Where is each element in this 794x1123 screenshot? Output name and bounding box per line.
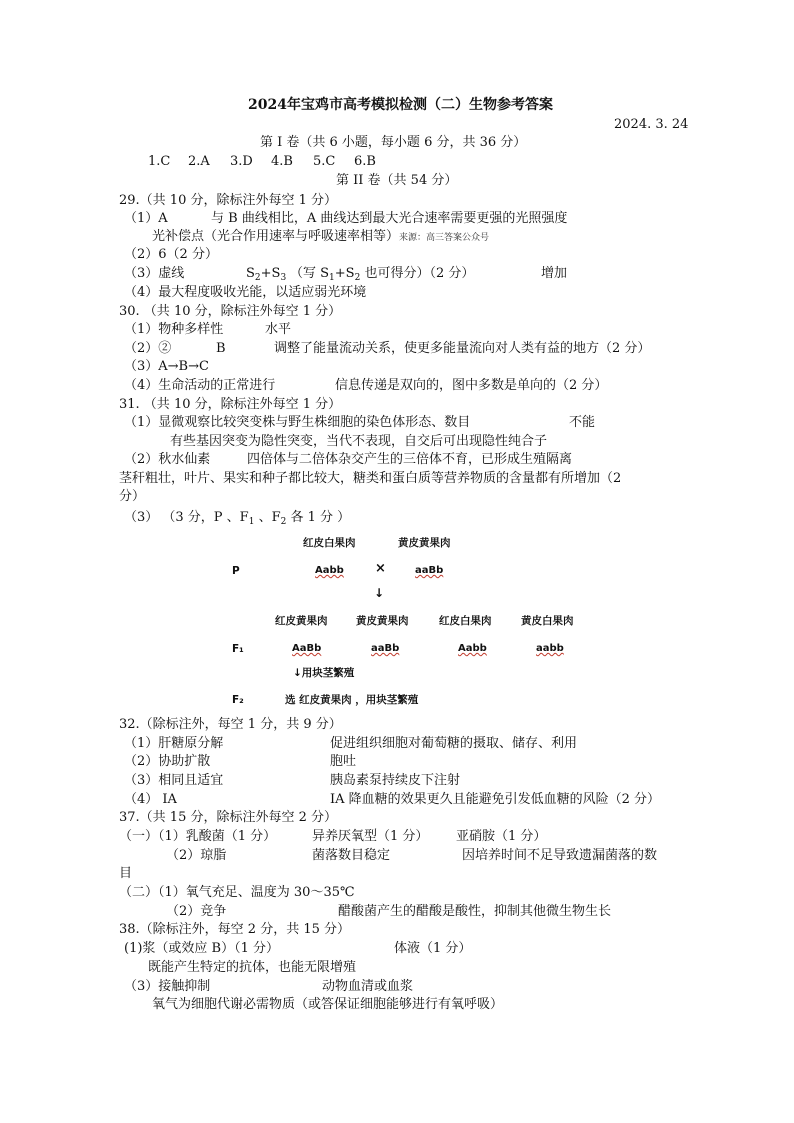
q29-3b <box>246 266 286 282</box>
q29-source-note: 来源：高三答案公众号 <box>399 233 490 243</box>
answer-5: 5.C <box>313 154 336 169</box>
page-title: 2024年宝鸡市高考模拟检测（二）生物参考答案 <box>248 97 553 113</box>
q37-2d: 目 <box>119 866 133 881</box>
f1-propagation-note: ↓用块茎繁殖 <box>293 667 355 679</box>
f2-selection: 选 红皮黄果肉 ，用块茎繁殖 <box>285 694 419 706</box>
q29-1b-answer: 光补偿点（光合作用速率与呼吸速率相等） <box>152 229 400 244</box>
answer-1: 1.C <box>148 154 171 169</box>
f1-genotype-3: Aabb <box>458 643 487 654</box>
answer-6: 6.B <box>354 154 376 169</box>
q30-header: 30. （共 10 分，除标注外每空 1 分） <box>119 304 342 319</box>
q29-3d: 增加 <box>541 266 568 281</box>
q32-1a: （1）肝糖原分解 <box>124 736 224 751</box>
q29-1b-text <box>152 229 489 246</box>
f1-phenotype-4: 黄皮白果肉 <box>521 615 574 627</box>
q32-2a: （2）协助扩散 <box>124 754 211 769</box>
f1-genotype-2: aaBb <box>371 643 400 654</box>
q29-3c-sub2: 2 <box>354 273 361 283</box>
q31-2c: 茎秆粗壮，叶片、果实和种子都比较大，糖类和蛋白质等营养物质的含量都有所增加（2 <box>119 471 622 486</box>
answer-2: 2.A <box>188 154 210 169</box>
answer-4: 4.B <box>271 154 293 169</box>
q30-3: （3）A→B→C <box>124 359 209 374</box>
q31-2a: （2）秋水仙素 <box>124 452 211 467</box>
f1-genotype-4: aabb <box>536 643 564 654</box>
q38-3a: （3）接触抑制 <box>124 979 211 994</box>
q32-1b: 促进组织细胞对葡萄糖的摄取、储存、利用 <box>330 736 578 751</box>
p-generation-label: P <box>232 565 240 577</box>
q32-2b: 胞吐 <box>330 754 357 769</box>
q38-3b: 动物血清或血浆 <box>322 979 414 994</box>
part2-heading: 第 II 卷（共 54 分） <box>336 173 458 188</box>
q30-2a: （2）② <box>124 341 172 356</box>
q29-1-num: （1）A <box>124 211 168 226</box>
p-genotype-1: Aabb <box>315 565 344 576</box>
q29-3c-post: 也可得分）（2 分） <box>360 266 475 281</box>
q37-2c: 因培养时间不足导致遗漏菌落的数 <box>462 848 658 863</box>
q30-4a: （4）生命活动的正常进行 <box>124 378 276 393</box>
p-phenotype-1: 红皮白果肉 <box>303 537 356 549</box>
q31-3-pre: （3） （3 分，P 、F <box>124 510 249 525</box>
q38-header: 38.（除标注外，每空 2 分，共 15 分） <box>119 922 351 937</box>
q32-3b: 胰岛素泵持续皮下注射 <box>330 773 461 788</box>
q31-3-mid: 、F <box>254 510 281 525</box>
q38-1b: 体液（1 分） <box>394 941 472 956</box>
q30-1b: 水平 <box>265 322 292 337</box>
q29-3a: （3）虚线 <box>124 266 185 281</box>
q37-2b: 菌落数目稳定 <box>312 848 391 863</box>
q29-3b-s: S <box>246 266 255 281</box>
q30-2c: 调整了能量流动关系，使更多能量流向对人类有益的地方（2 分） <box>274 341 651 356</box>
q31-3-header <box>124 510 350 526</box>
q37-1c: 亚硝胺（1 分） <box>456 829 547 844</box>
down-arrow: ↓ <box>374 586 385 600</box>
q37-1b: 异养厌氧型（1 分） <box>312 829 429 844</box>
q29-3c-sub1: 1 <box>329 273 335 283</box>
q32-3a: （3）相同且适宜 <box>124 773 224 788</box>
q38-1a: (1)浆（或效应 B）（1 分） <box>124 941 280 956</box>
answer-3: 3.D <box>230 154 253 169</box>
q31-3-sub1: 1 <box>248 517 255 527</box>
q29-1-text: 与 B 曲线相比，A 曲线达到最大光合速率需要更强的光照强度 <box>211 211 568 226</box>
q32-4a: （4） IA <box>124 792 177 807</box>
q30-1a: （1）物种多样性 <box>124 322 224 337</box>
q29-4: （4）最大程度吸收光能，以适应弱光环境 <box>124 285 367 300</box>
q38-2: 既能产生特定的抗体，也能无限增殖 <box>148 960 357 975</box>
cross-symbol: × <box>375 561 386 576</box>
q29-2: （2）6（2 分） <box>124 247 218 262</box>
q29-3c-mid: +S <box>334 266 355 281</box>
q37-1a: （一）（1）乳酸菌（1 分） <box>119 829 277 844</box>
f1-phenotype-2: 黄皮黄果肉 <box>356 615 409 627</box>
part1-heading: 第 I 卷（共 6 小题，每小题 6 分，共 36 分） <box>260 135 527 150</box>
f1-phenotype-3: 红皮白果肉 <box>439 615 492 627</box>
date: 2024. 3. 24 <box>614 117 689 132</box>
q29-3b-sub2: 2 <box>254 273 261 283</box>
q31-1c: 有些基因突变为隐性突变，当代不表现，自交后可出现隐性纯合子 <box>170 434 548 449</box>
f1-genotype-1: AaBb <box>292 643 322 654</box>
q30-2b: B <box>216 341 226 356</box>
q31-1b: 不能 <box>569 415 596 430</box>
q29-header: 29.（共 10 分，除标注外每空 1 分） <box>119 193 338 208</box>
q29-3b-sub3: 3 <box>280 273 287 283</box>
q31-2b: 四倍体与二倍体杂交产生的三倍体不育，已形成生殖隔离 <box>247 452 573 467</box>
q29-3c-pre: （写 S <box>290 266 330 281</box>
q32-4b: IA 降血糖的效果更久且能避免引发低血糖的风险（2 分） <box>330 792 661 807</box>
q31-1a: （1）显微观察比较突变株与野生株细胞的染色体形态、数目 <box>124 415 471 430</box>
q37-2a: （2）琼脂 <box>166 848 227 863</box>
q37-4a: （2）竞争 <box>166 904 227 919</box>
p-phenotype-2: 黄皮黄果肉 <box>398 537 451 549</box>
q31-2d: 分） <box>119 489 146 504</box>
q31-3-sub2: 2 <box>280 517 287 527</box>
q29-3c <box>290 266 474 282</box>
q37-3: （二）（1）氧气充足、温度为 30～35℃ <box>119 885 355 900</box>
p-genotype-2: aaBb <box>415 565 444 576</box>
q31-header: 31. （共 10 分，除标注外每空 1 分） <box>119 397 342 412</box>
q29-3b-plus: +S <box>260 266 281 281</box>
q31-3-post: 各 1 分 ） <box>286 510 351 525</box>
f1-generation-label: F₁ <box>232 643 244 655</box>
f2-generation-label: F₂ <box>232 694 244 706</box>
q38-4: 氧气为细胞代谢必需物质（或答保证细胞能够进行有氧呼吸） <box>152 997 504 1012</box>
q32-header: 32.（除标注外，每空 1 分，共 9 分） <box>119 717 342 732</box>
f1-phenotype-1: 红皮黄果肉 <box>275 615 328 627</box>
q30-4b: 信息传递是双向的，图中多数是单向的（2 分） <box>335 378 608 393</box>
q37-4b: 醋酸菌产生的醋酸是酸性，抑制其他微生物生长 <box>338 904 612 919</box>
q37-header: 37.（共 15 分，除标注外每空 2 分） <box>119 810 338 825</box>
